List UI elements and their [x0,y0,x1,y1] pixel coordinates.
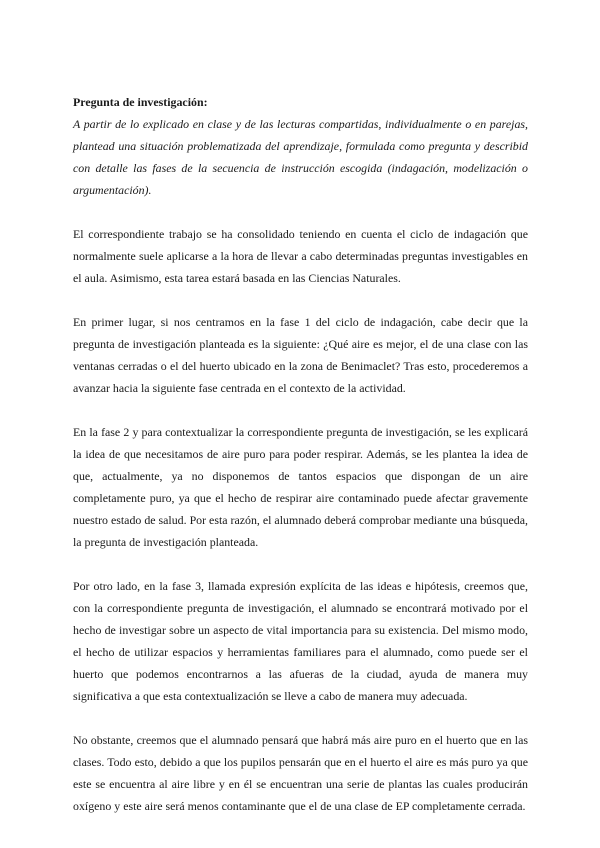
section-heading: Pregunta de investigación: [73,95,208,109]
paragraph-phase-2: En la fase 2 y para contextualizar la correspondiente pregunta de investigación, se les explicará la idea de que necesitamos de aire puro para poder respirar. Además, se les plantea la idea de que, actualmente, ya no disponemos de tantos espacios que dispongan de un aire completamente puro, ya que el hecho de respirar aire contaminado puede afectar gravemente nuestro estado de salud. Por esta razón, el alumnado deberá comprobar mediante una búsqueda, la pregunta de investigación planteada. [73,425,528,549]
paragraph-phase-1: En primer lugar, si nos centramos en la fase 1 del ciclo de indagación, cabe decir que la pregunta de investigación planteada es la siguiente: ¿Qué aire es mejor, el de una clase con las ventanas cerradas o el del huerto ubicado en la zona de Benimaclet? Tras esto, procederemos a avanzar hacia la siguiente fase centrada en el contexto de la actividad. [73,315,528,395]
assignment-prompt: A partir de lo explicado en clase y de las lecturas compartidas, individualmente o en parejas, plantead una situación problematizada del aprendizaje, formulada como pregunta y describid con detalle las fases de la secuencia de instrucción escogida (indagación, modelización o argumentación). [73,117,528,197]
document-page [73,91,528,839]
paragraph-intro: El correspondiente trabajo se ha consolidado teniendo en cuenta el ciclo de indagación que normalmente suele aplicarse a la hora de llevar a cabo determinadas preguntas investigables en el aula. Asimismo, esta tarea estará basada en las Ciencias Naturales. [73,227,528,285]
paragraph-phase-3: Por otro lado, en la fase 3, llamada expresión explícita de las ideas e hipótesis, creemos que, con la correspondiente pregunta de investigación, el alumnado se encontrará motivado por el hecho de investigar sobre un aspecto de vital importancia para su existencia. Del mismo modo, el hecho de utilizar espacios y herramientas familiares para el alumnado, como puede ser el huerto que podemos encontrarnos a las afueras de la ciudad, ayuda de manera muy significativa a que esta contextualización se lleve a cabo de manera muy adecuada. [73,579,528,703]
paragraph-hypothesis: No obstante, creemos que el alumnado pensará que habrá más aire puro en el huerto que en las clases. Todo esto, debido a que los pupilos pensarán que en el huerto el aire es más puro ya que este se encuentra al aire libre y en él se encuentran una serie de plantas las cuales producirán oxígeno y este aire será menos contaminante que el de una clase de EP completamente cerrada. [73,733,528,813]
